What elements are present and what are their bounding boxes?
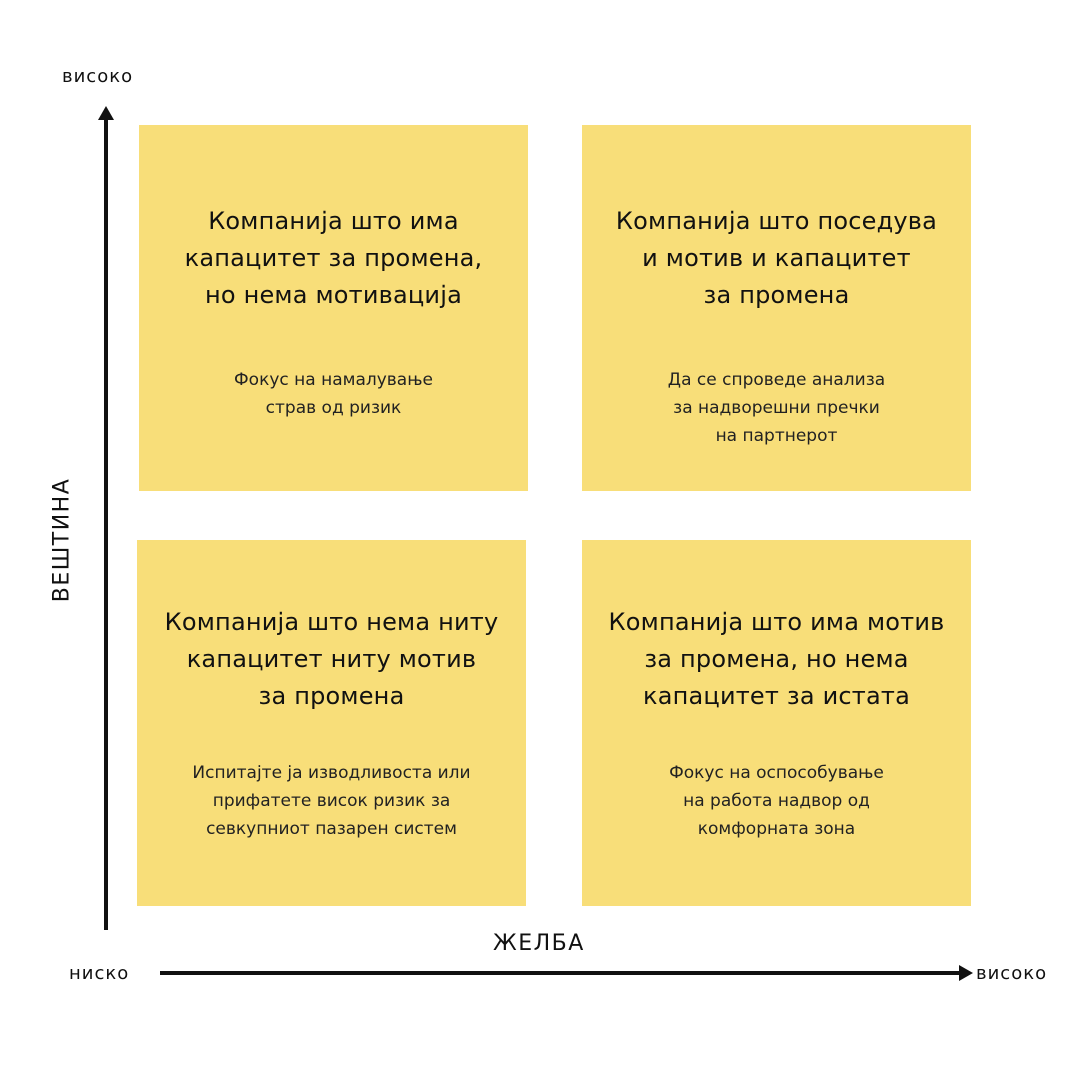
- quadrant-title: Компанија што има мотив за промена, но нема капацитет за истата: [608, 608, 945, 710]
- y-axis-title: ВЕШТИНА: [49, 477, 75, 603]
- quadrant-bottom-right: [582, 540, 971, 906]
- y-axis-high-label: високо: [62, 66, 134, 87]
- quadrant-title: Компанија што има капацитет за промена, но нема мотивација: [184, 207, 483, 309]
- quadrant-title: Компанија што нема ниту капацитет ниту мотив за промена: [164, 608, 499, 710]
- quadrant-description: Фокус на оспособување на работа надвор од комфорната зона: [669, 763, 884, 839]
- y-axis-arrow-icon: [98, 106, 114, 120]
- quadrant-description: Фокус на намалување страв од ризик: [234, 370, 433, 418]
- x-axis-arrow-icon: [959, 965, 973, 981]
- x-axis-low-label: ниско: [69, 963, 130, 984]
- quadrant-description: Испитајте ја изводливоста или прифатете висок ризик за севкупниот пазарен систем: [192, 763, 471, 839]
- x-axis-title: ЖЕЛБА: [493, 931, 585, 956]
- x-axis-high-label: високо: [976, 963, 1048, 984]
- quadrant-title: Компанија што поседува и мотив и капацитет за промена: [615, 207, 938, 309]
- quadrant-bottom-left: [137, 540, 526, 906]
- quadrant-top-left: [139, 125, 528, 491]
- quadrant-description: Да се спроведе анализа за надворешни пречки на партнерот: [667, 370, 886, 446]
- quadrant-top-right: [582, 125, 971, 491]
